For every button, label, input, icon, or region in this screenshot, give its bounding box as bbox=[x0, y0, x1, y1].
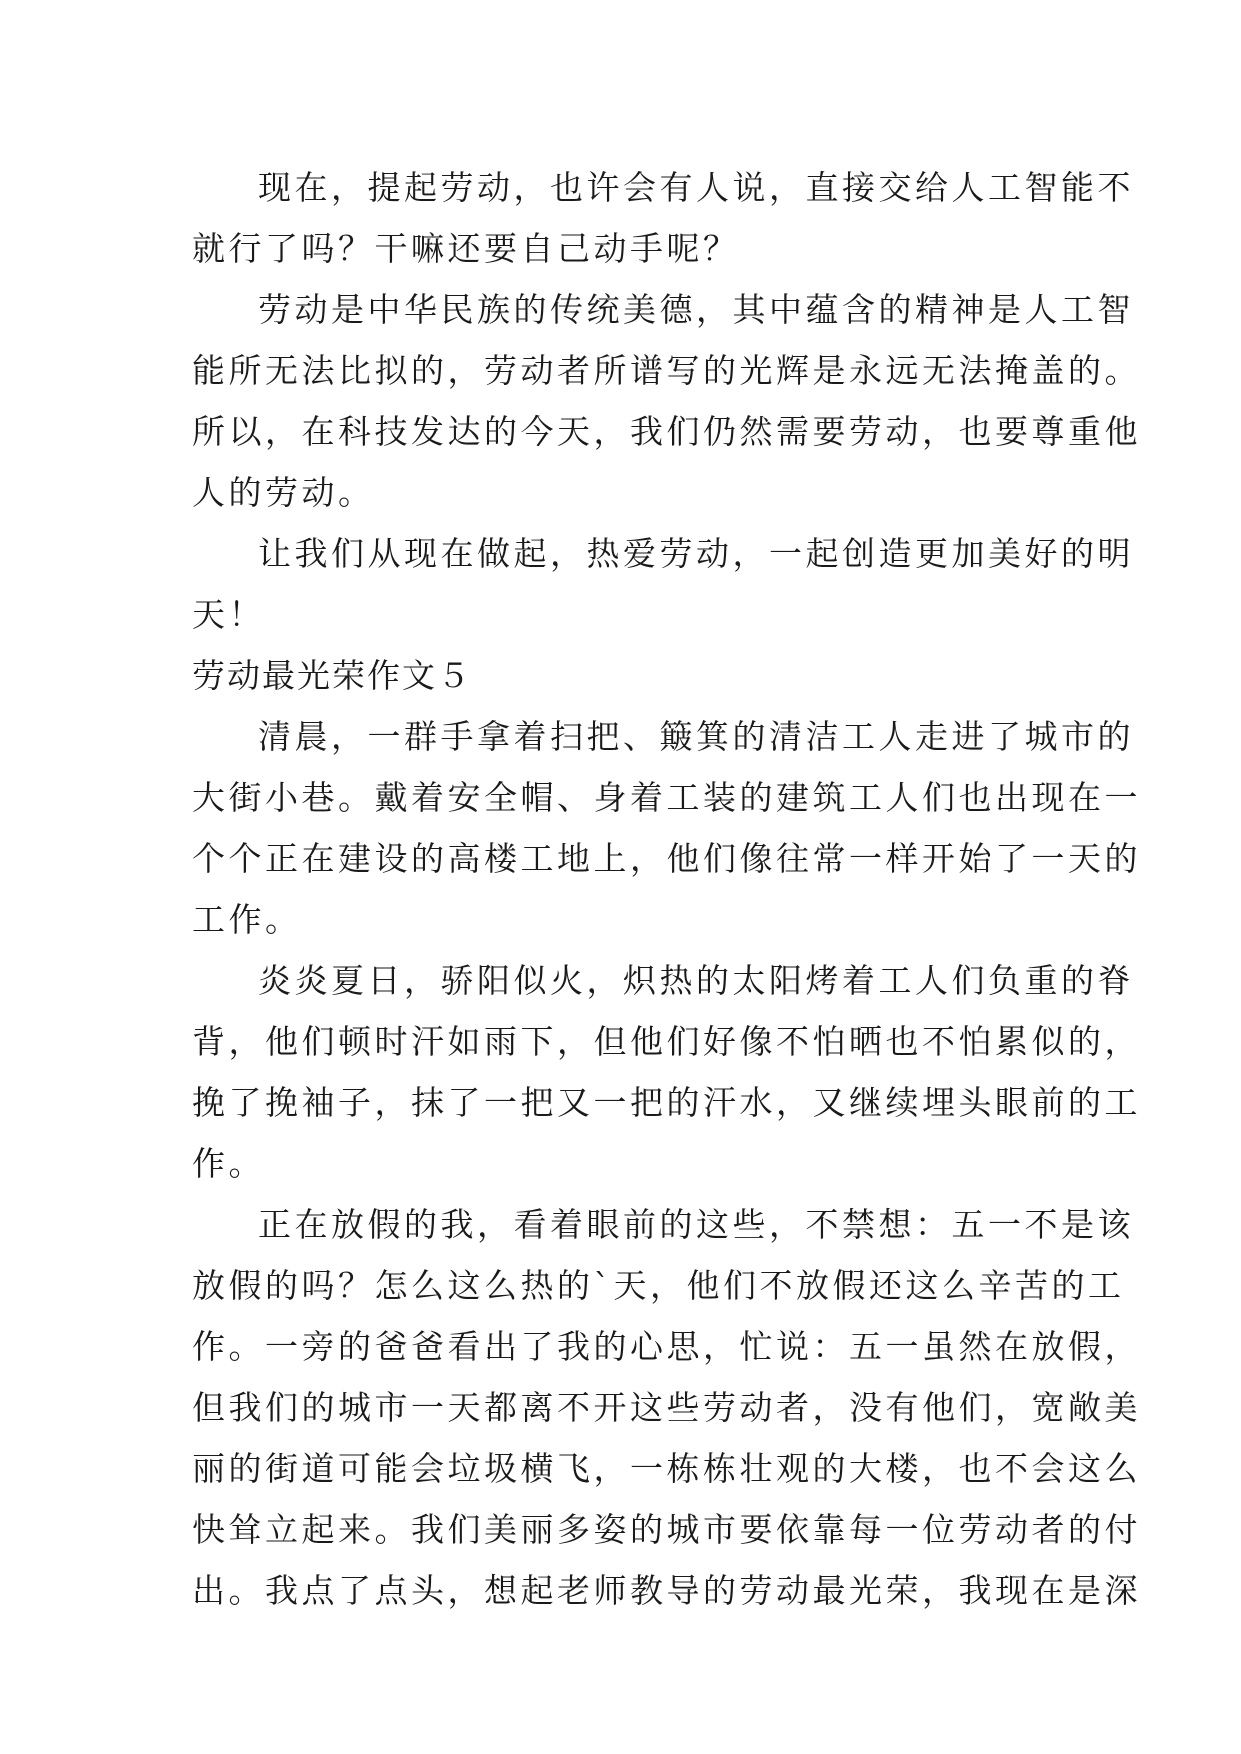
text-line: 放假的吗？怎么这么热的`天，他们不放假还这么辛苦的工 bbox=[192, 1266, 1125, 1305]
text-line: 天！ bbox=[192, 595, 265, 634]
text-line: 工作。 bbox=[192, 900, 302, 939]
text-line: 作。 bbox=[192, 1144, 265, 1183]
text-line: 背，他们顿时汗如雨下，但他们好像不怕晒也不怕累似的， bbox=[192, 1022, 1141, 1061]
text-line: 所以，在科技发达的今天，我们仍然需要劳动，也要尊重他 bbox=[192, 412, 1141, 451]
text-line: 劳动是中华民族的传统美德，其中蕴含的精神是人工智 bbox=[258, 290, 1134, 329]
section-heading: 劳动最光荣作文５ bbox=[192, 656, 472, 695]
text-line: 快耸立起来。我们美丽多姿的城市要依靠每一位劳动者的付 bbox=[192, 1510, 1141, 1549]
text-line: 丽的街道可能会垃圾横飞，一栋栋壮观的大楼，也不会这么 bbox=[192, 1449, 1141, 1488]
text-line: 炎炎夏日，骄阳似火，炽热的太阳烤着工人们负重的脊 bbox=[258, 961, 1134, 1000]
text-line: 作。一旁的爸爸看出了我的心思，忙说：五一虽然在放假， bbox=[192, 1327, 1141, 1366]
paragraph-2 bbox=[192, 279, 1141, 523]
section-paragraph-1 bbox=[192, 706, 1141, 950]
section-paragraph-3 bbox=[192, 1194, 1141, 1621]
text-line: 但我们的城市一天都离不开这些劳动者，没有他们，宽敞美 bbox=[192, 1388, 1141, 1427]
document-page bbox=[192, 157, 1141, 1621]
text-line: 就行了吗？干嘛还要自己动手呢？ bbox=[192, 229, 740, 268]
paragraph-3 bbox=[192, 523, 1134, 645]
text-line: 清晨，一群手拿着扫把、簸箕的清洁工人走进了城市的 bbox=[258, 717, 1134, 756]
text-line: 人的劳动。 bbox=[192, 473, 375, 512]
paragraph-1 bbox=[192, 157, 1134, 279]
text-line: 大街小巷。戴着安全帽、身着工装的建筑工人们也出现在一 bbox=[192, 778, 1141, 817]
text-line: 正在放假的我，看着眼前的这些，不禁想：五一不是该 bbox=[258, 1205, 1134, 1244]
text-line: 挽了挽袖子，抹了一把又一把的汗水，又继续埋头眼前的工 bbox=[192, 1083, 1141, 1122]
section-paragraph-2 bbox=[192, 950, 1141, 1194]
text-line: 让我们从现在做起，热爱劳动，一起创造更加美好的明 bbox=[258, 534, 1134, 573]
text-line: 能所无法比拟的，劳动者所谱写的光辉是永远无法掩盖的。 bbox=[192, 351, 1141, 390]
text-line: 个个正在建设的高楼工地上，他们像往常一样开始了一天的 bbox=[192, 839, 1141, 878]
text-line: 现在，提起劳动，也许会有人说，直接交给人工智能不 bbox=[258, 168, 1134, 207]
text-line: 出。我点了点头，想起老师教导的劳动最光荣，我现在是深 bbox=[192, 1571, 1141, 1610]
